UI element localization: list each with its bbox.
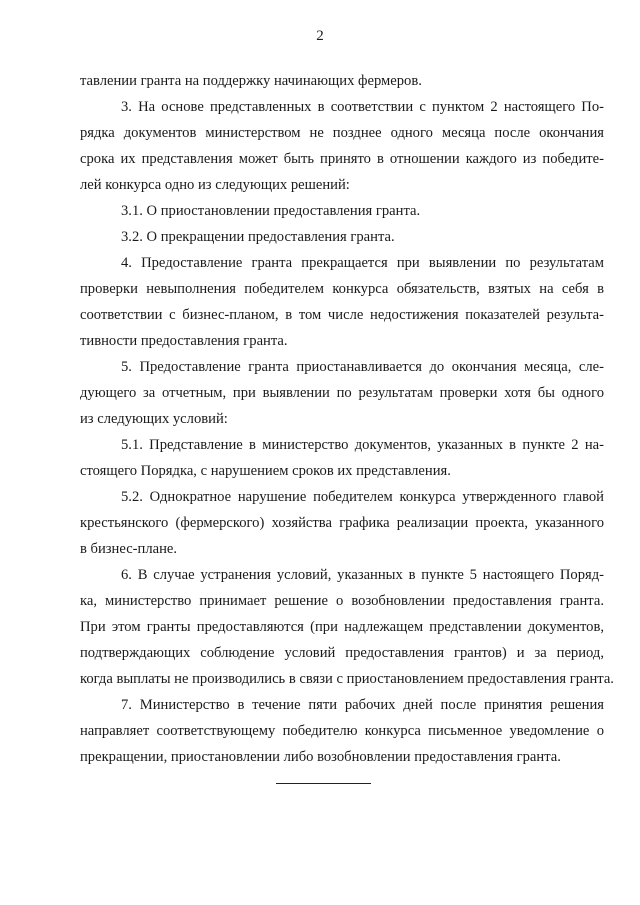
text-line: лей конкурса одно из следующих решений: <box>80 177 350 193</box>
text-line: 5.1. Представление в министерство документов, указанных в пункте 2 на- <box>121 437 604 453</box>
text-line: рядка документов министерством не позднее одного месяца после окончания <box>80 125 604 141</box>
text-line: 5.2. Однократное нарушение победителем конкурса утвержденного главой <box>121 489 604 505</box>
text-line: проверки невыполнения победителем конкурса обязательств, взятых на себя в <box>80 281 604 297</box>
page-number: 2 <box>316 28 324 44</box>
text-line: дующего за отчетным, при выявлении по результатам проверки хотя бы одного <box>80 385 604 401</box>
text-line: 3. На основе представленных в соответствии с пунктом 2 настоящего По- <box>121 99 604 115</box>
text-line: направляет соответствующему победителю конкурса письменное уведомление о <box>80 723 604 739</box>
text-line: При этом гранты предоставляются (при надлежащем представлении документов, <box>80 619 604 635</box>
text-line: 3.2. О прекращении предоставления гранта. <box>121 229 395 245</box>
text-line: 3.1. О приостановлении предоставления гранта. <box>121 203 421 219</box>
text-line: крестьянского (фермерского) хозяйства графика реализации проекта, указанного <box>80 515 604 531</box>
text-line: 7. Министерство в течение пяти рабочих дней после принятия решения <box>121 697 604 713</box>
closing-rule <box>276 783 371 784</box>
text-line: тивности предоставления гранта. <box>80 333 288 349</box>
text-line: подтверждающих соблюдение условий предоставления грантов) и за период, <box>80 645 604 661</box>
text-line: соответствии с бизнес-планом, в том числе недостижения показателей результа- <box>80 307 604 323</box>
text-line: стоящего Порядка, с нарушением сроков их представления. <box>80 463 451 479</box>
text-line: в бизнес-плане. <box>80 541 178 557</box>
text-line: когда выплаты не производились в связи с приостановлением предоставления гранта. <box>80 671 614 687</box>
text-line: тавлении гранта на поддержку начинающих фермеров. <box>80 73 422 89</box>
text-line: 6. В случае устранения условий, указанных в пункте 5 настоящего Поряд- <box>121 567 604 583</box>
text-line: прекращении, приостановлении либо возобновлении предоставления гранта. <box>80 749 561 765</box>
text-line: из следующих условий: <box>80 411 228 427</box>
text-line: 5. Предоставление гранта приостанавливается до окончания месяца, сле- <box>121 359 604 375</box>
text-line: 4. Предоставление гранта прекращается при выявлении по результатам <box>121 255 604 271</box>
text-line: ка, министерство принимает решение о возобновлении предоставления гранта. <box>80 593 604 609</box>
text-line: срока их представления может быть принято в отношении каждого из победите- <box>80 151 604 167</box>
